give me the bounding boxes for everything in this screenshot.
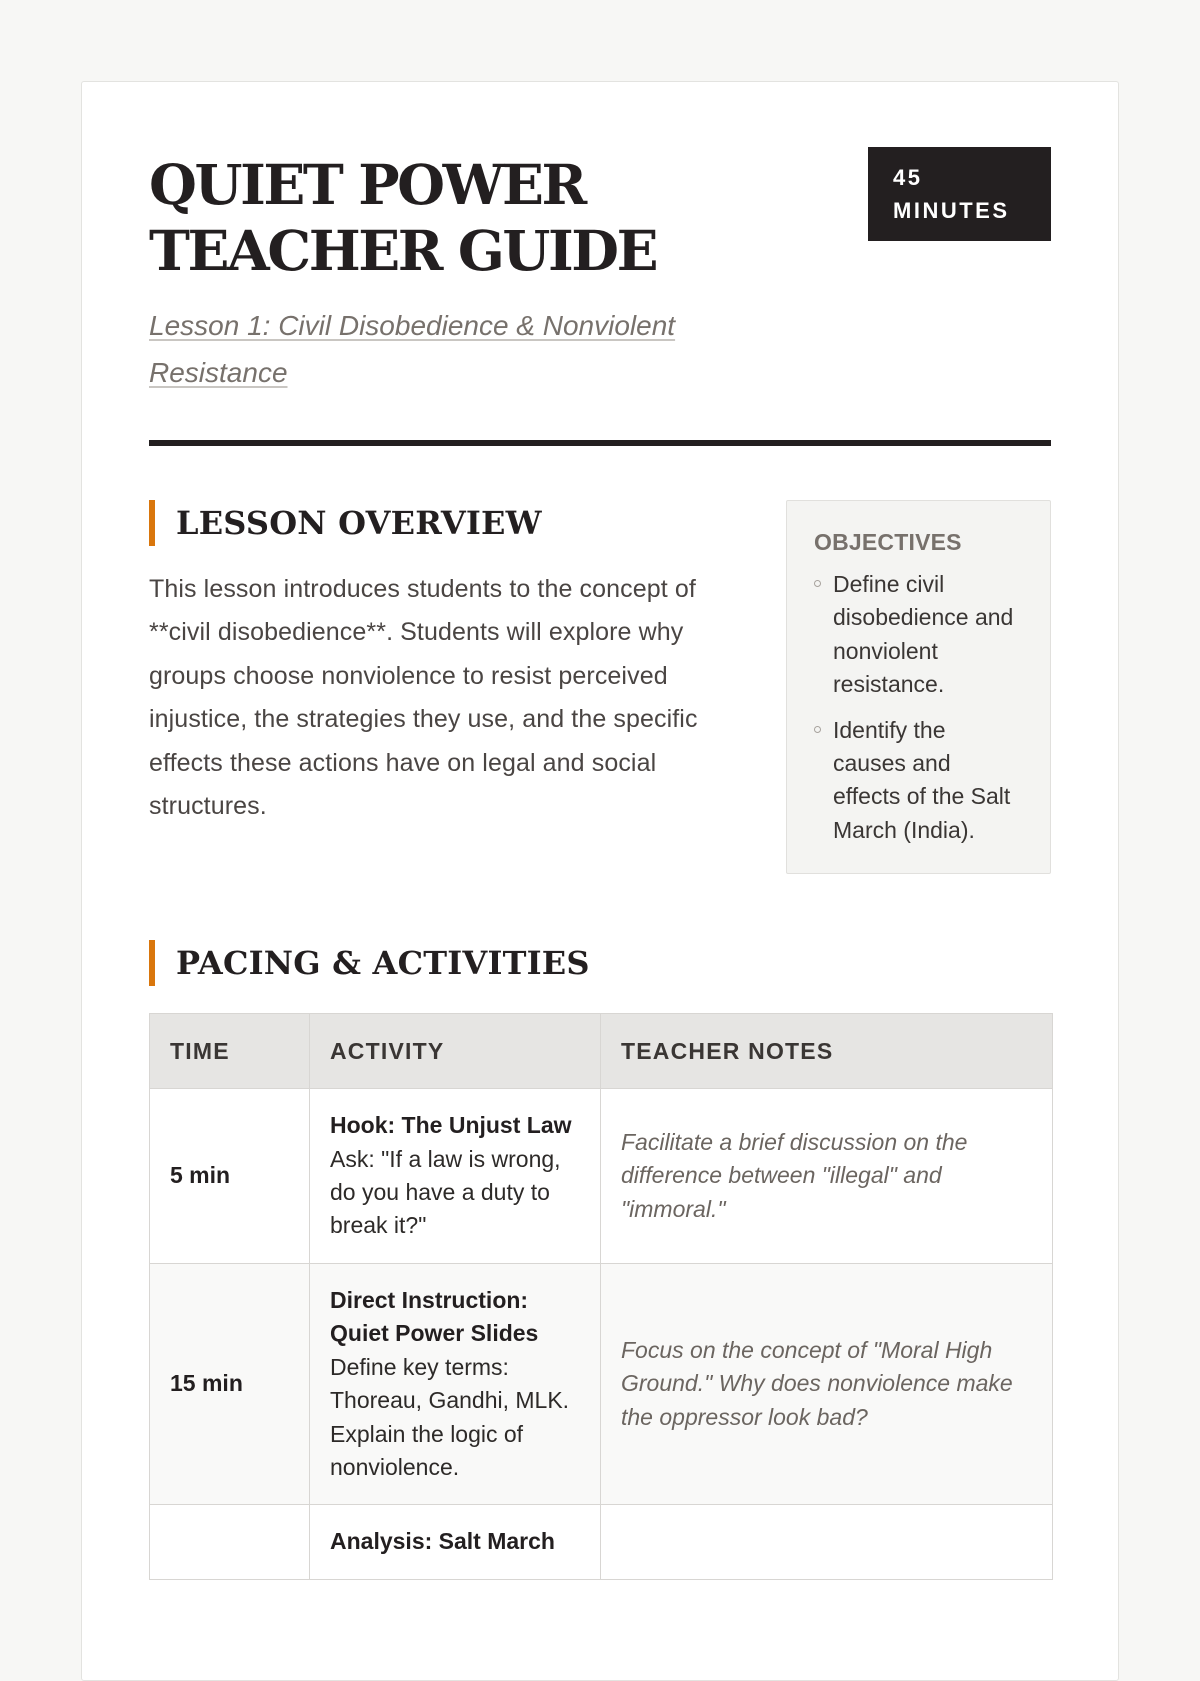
teacher-guide-card [81,81,1119,1681]
activity-title: Hook: The Unjust Law [330,1112,572,1139]
table-row [150,1263,1053,1504]
objective-text: Define civil disobedience and nonviolent resistance. [833,571,1014,698]
objectives-panel [786,500,1051,874]
time-cell [150,1505,310,1579]
objective-item [814,568,1024,702]
column-header-activity: ACTIVITY [310,1014,601,1089]
heading-accent-bar [149,940,155,986]
duration-unit: MINUTES [893,198,1010,223]
guide-header [149,147,1051,284]
notes-cell: Focus on the concept of "Moral High Ground." Why does nonviolence make the oppressor look bad? [601,1263,1053,1504]
section-heading-overview [149,500,719,546]
notes-cell: Facilitate a brief discussion on the difference between "illegal" and "immoral." [601,1089,1053,1264]
objectives-heading: OBJECTIVES [814,529,962,555]
column-header-time: TIME [150,1014,310,1089]
overview-row [149,500,1051,874]
section-heading-pacing [149,940,1051,986]
column-header-notes: TEACHER NOTES [601,1014,1053,1089]
table-row [150,1089,1053,1264]
heading-accent-bar [149,500,155,546]
page-title: QUIET POWER TEACHER GUIDE [149,152,657,283]
duration-value: 45 [893,165,923,190]
activity-title: Analysis: Salt March [330,1528,555,1555]
objective-item [814,714,1024,848]
circle-bullet-icon [814,580,821,587]
time-cell: 5 min [150,1089,310,1264]
activity-cell [310,1505,601,1579]
objective-text: Identify the causes and effects of the Salt March (India). [833,716,1011,843]
lesson-subtitle-link[interactable]: Lesson 1: Civil Disobedience & Nonviolent Resistance [149,310,676,388]
activity-description: Define key terms: Thoreau, Gandhi, MLK. Explain the logic of nonviolence. [330,1353,570,1480]
pacing-section [149,940,1051,1579]
header-divider [149,440,1051,446]
pacing-table [149,1013,1053,1579]
activity-description: Ask: "If a law is wrong, do you have a duty to break it?" [330,1145,561,1239]
notes-cell [601,1505,1053,1579]
activity-cell [310,1263,601,1504]
activity-cell [310,1089,601,1264]
pacing-heading: PACING & ACTIVITIES [176,944,590,983]
activity-title: Direct Instruction: Quiet Power Slides [330,1286,539,1347]
objectives-list [814,568,1024,847]
table-header-row [150,1014,1053,1089]
overview-text: This lesson introduces students to the concept of **civil disobedience**. Students will explore why groups choose nonviolence to resist perceived injustice, the strategies they use, and the specific effects these actions have on legal and social structures. [149,575,698,821]
overview-heading: LESSON OVERVIEW [176,504,542,542]
lesson-overview-section [149,500,719,874]
duration-badge [868,147,1051,241]
time-cell: 15 min [150,1263,310,1504]
circle-bullet-icon [814,726,821,733]
table-row [150,1505,1053,1579]
